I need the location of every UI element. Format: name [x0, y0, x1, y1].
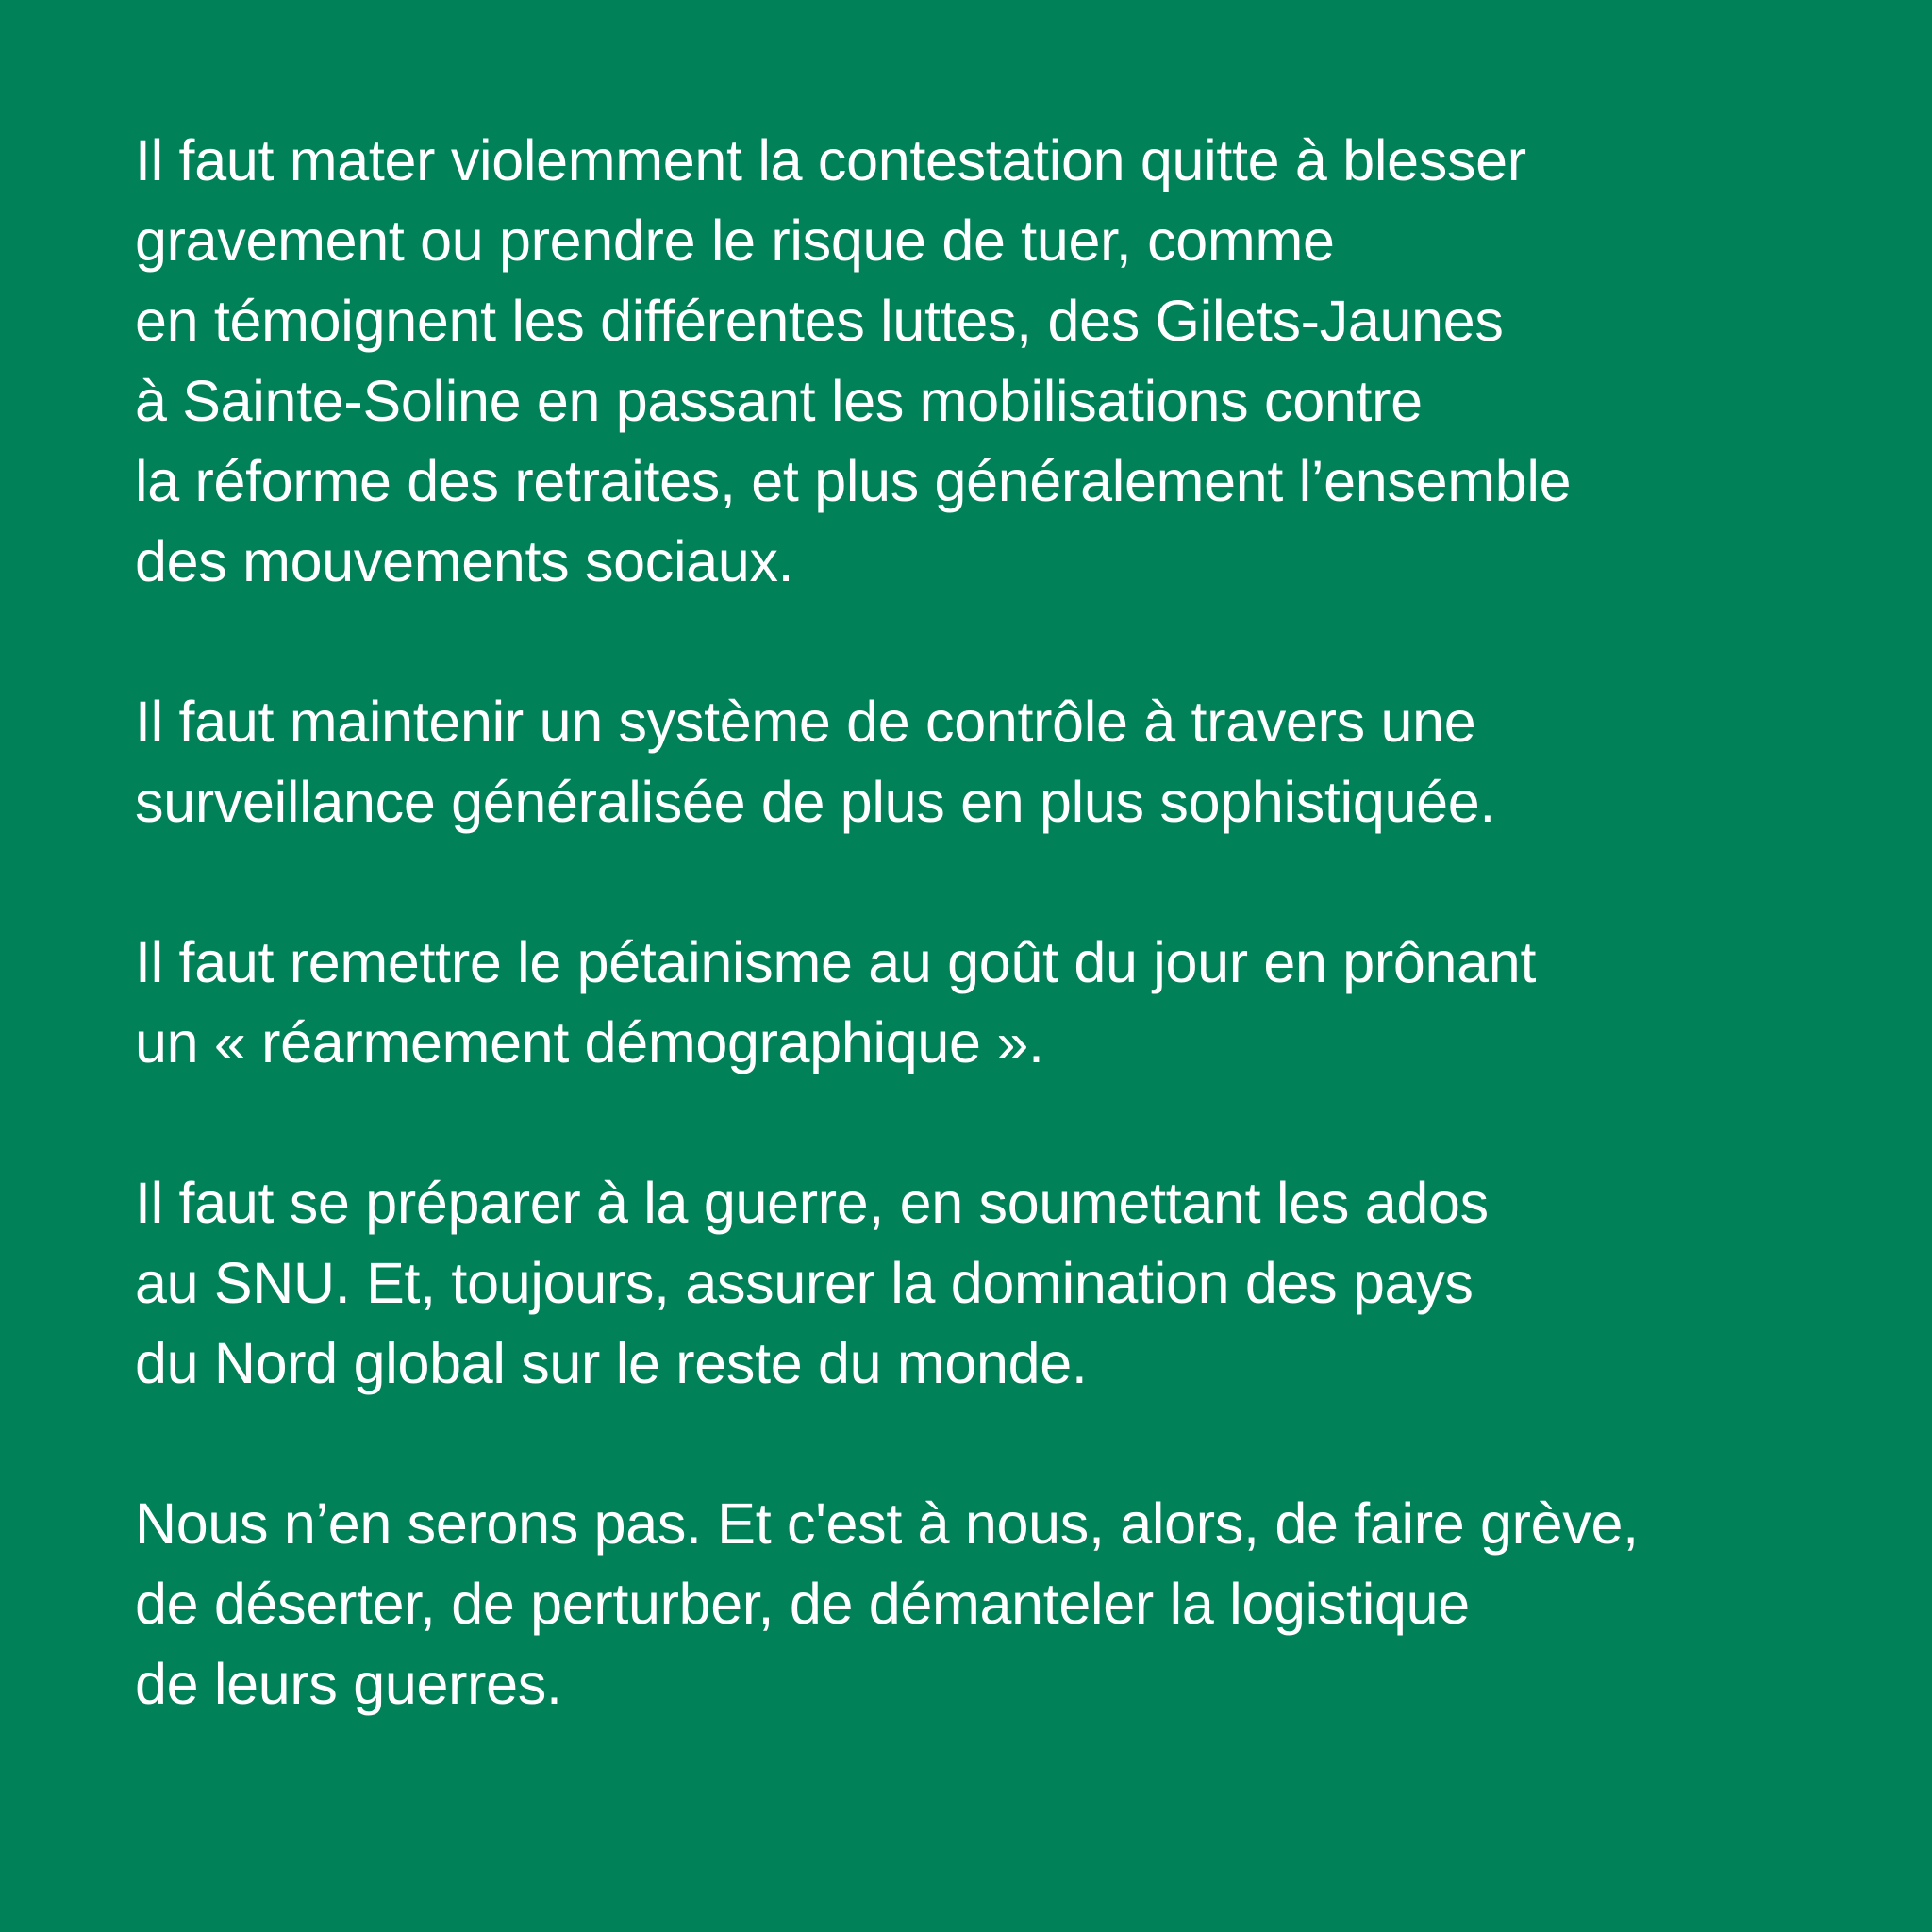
- text-line: surveillance généralisée de plus en plus sophistiquée.: [135, 770, 1495, 834]
- text-block: [135, 121, 1908, 1805]
- text-line: Il faut remettre le pétainisme au goût du jour en prônant: [135, 930, 1537, 994]
- text-line: à Sainte-Soline en passant les mobilisations contre: [135, 369, 1423, 433]
- text-line: de leurs guerres.: [135, 1652, 562, 1716]
- paragraph-petainisme: [135, 923, 1908, 1083]
- paragraph-resistance: [135, 1484, 1908, 1724]
- text-line: un « réarmement démographique ».: [135, 1010, 1044, 1074]
- paragraph-contestation: [135, 121, 1908, 602]
- text-line: de déserter, de perturber, de démanteler la logistique: [135, 1572, 1470, 1636]
- text-line: la réforme des retraites, et plus généralement l’ensemble: [135, 449, 1572, 513]
- text-line: gravement ou prendre le risque de tuer, comme: [135, 208, 1335, 273]
- text-line: en témoignent les différentes luttes, des Gilets-Jaunes: [135, 289, 1504, 353]
- paragraph-guerre: [135, 1163, 1908, 1404]
- text-line: Il faut mater violemment la contestation quitte à blesser: [135, 128, 1526, 192]
- text-line: Nous n’en serons pas. Et c'est à nous, alors, de faire grève,: [135, 1491, 1639, 1556]
- text-line: du Nord global sur le reste du monde.: [135, 1331, 1088, 1395]
- text-line: Il faut se préparer à la guerre, en soumettant les ados: [135, 1171, 1489, 1235]
- text-line: au SNU. Et, toujours, assurer la domination des pays: [135, 1251, 1474, 1315]
- paragraph-surveillance: [135, 682, 1908, 842]
- text-line: Il faut maintenir un système de contrôle à travers une: [135, 690, 1476, 754]
- text-line: des mouvements sociaux.: [135, 529, 794, 593]
